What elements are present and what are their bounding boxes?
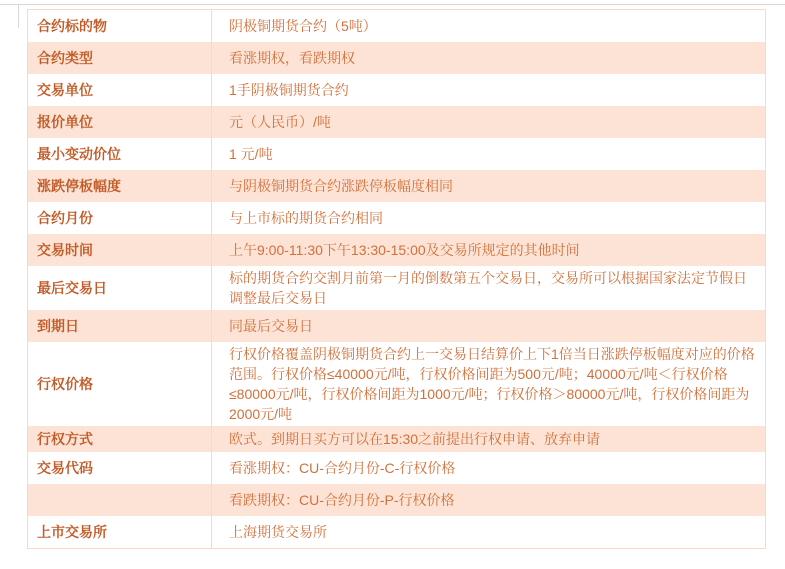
row-label: 上市交易所	[28, 516, 212, 548]
table-row	[28, 266, 765, 310]
table-row	[28, 426, 765, 452]
row-label: 涨跌停板幅度	[28, 170, 212, 202]
row-value: 1 元/吨	[229, 146, 273, 162]
row-value: 上午9:00-11:30下午13:30-15:00及交易所规定的其他时间	[229, 242, 580, 258]
table-row	[28, 106, 765, 138]
row-label: 报价单位	[28, 106, 212, 138]
row-label: 合约类型	[28, 42, 212, 74]
table-row	[28, 42, 765, 74]
table-row	[28, 342, 765, 426]
table-row	[28, 10, 765, 42]
row-value: 阴极铜期货合约（5吨）	[229, 18, 377, 34]
row-label: 合约月份	[28, 202, 212, 234]
table-row	[28, 310, 765, 342]
row-value: 看跌期权：CU-合约月份-P-行权价格	[229, 492, 455, 508]
row-label: 交易代码	[28, 452, 212, 484]
contract-spec-table	[27, 9, 766, 549]
row-value: 看涨期权，看跌期权	[229, 50, 355, 66]
row-label: 行权方式	[28, 426, 212, 452]
table-row	[28, 452, 765, 484]
table-row	[28, 234, 765, 266]
table-row	[28, 138, 765, 170]
row-label: 合约标的物	[28, 10, 212, 42]
row-label: 最小变动价位	[28, 138, 212, 170]
row-value: 欧式。到期日买方可以在15:30之前提出行权申请、放弃申请	[229, 431, 601, 447]
page-left-divider	[18, 4, 19, 28]
row-value: 与上市标的期货合约相同	[229, 210, 383, 226]
row-label: 交易时间	[28, 234, 212, 266]
row-label: 行权价格	[28, 342, 212, 426]
table-row	[28, 484, 765, 516]
row-value: 标的期货合约交割月前第一月的倒数第五个交易日，交易所可以根据国家法定节假日调整最后交易日	[229, 270, 747, 306]
table-row	[28, 202, 765, 234]
row-label	[28, 484, 212, 516]
table-row	[28, 74, 765, 106]
row-value: 与阴极铜期货合约涨跌停板幅度相同	[229, 178, 453, 194]
row-label: 到期日	[28, 310, 212, 342]
row-value: 1手阴极铜期货合约	[229, 82, 349, 98]
table-row	[28, 516, 765, 548]
row-value: 看涨期权：CU-合约月份-C-行权价格	[229, 460, 456, 476]
row-value: 上海期货交易所	[229, 524, 327, 540]
row-value: 行权价格覆盖阴极铜期货合约上一交易日结算价上下1倍当日涨跌停板幅度对应的价格范围。行权价格≤40000元/吨，行权价格间距为500元/吨；40000元/吨＜行权价格≤80000元/吨，行权价格间距为1000元/吨；行权价格＞80000元/吨，行权价格间距为2000元/吨	[229, 346, 755, 422]
row-label: 最后交易日	[28, 266, 212, 310]
row-label: 交易单位	[28, 74, 212, 106]
table-row	[28, 170, 765, 202]
row-value: 元（人民币）/吨	[229, 114, 331, 130]
row-value: 同最后交易日	[229, 318, 313, 334]
page-top-divider	[0, 4, 785, 5]
